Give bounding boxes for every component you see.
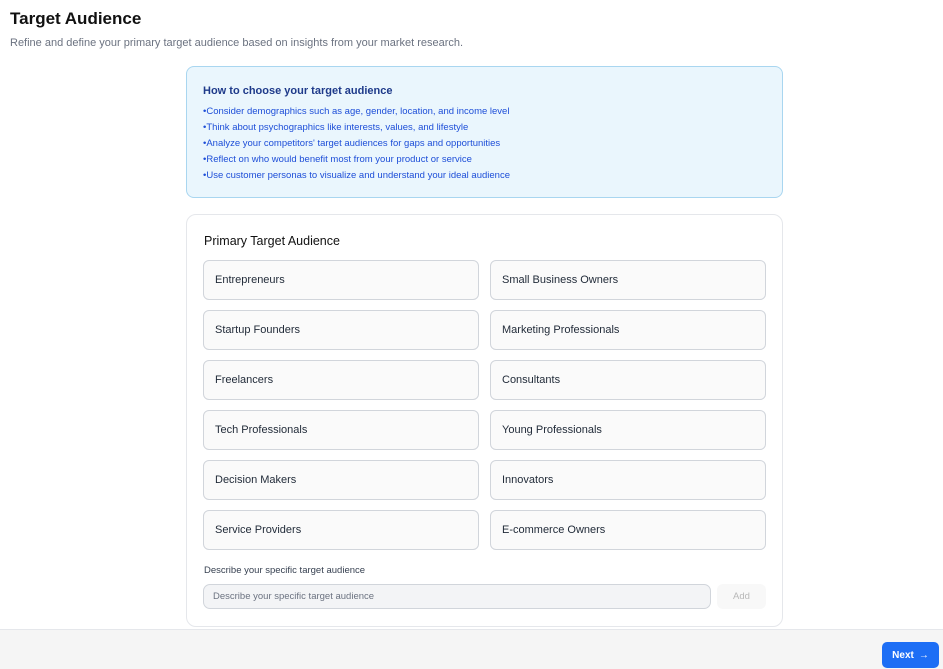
- arrow-right-icon: →: [918, 649, 929, 661]
- audience-option-entrepreneurs[interactable]: Entrepreneurs: [203, 260, 479, 300]
- page-title: Target Audience: [10, 9, 142, 28]
- audience-option-small-business-owners[interactable]: Small Business Owners: [490, 260, 766, 300]
- audience-option-consultants[interactable]: Consultants: [490, 360, 766, 400]
- audience-option-innovators[interactable]: Innovators: [490, 460, 766, 500]
- next-button-label: Next: [892, 649, 914, 661]
- tips-title: How to choose your target audience: [203, 85, 393, 97]
- add-audience-button[interactable]: Add: [717, 584, 766, 609]
- footer-bar: [0, 629, 943, 669]
- tip-item: • Reflect on who would benefit most from your product or service: [203, 152, 766, 168]
- tip-item: • Think about psychographics like interests, values, and lifestyle: [203, 120, 766, 136]
- custom-audience-label: Describe your specific target audience: [204, 565, 366, 576]
- audience-card-title: Primary Target Audience: [204, 234, 340, 248]
- audience-option-freelancers[interactable]: Freelancers: [203, 360, 479, 400]
- audience-option-startup-founders[interactable]: Startup Founders: [203, 310, 479, 350]
- audience-option-service-providers[interactable]: Service Providers: [203, 510, 479, 550]
- tip-item: • Use customer personas to visualize and understand your ideal audience: [203, 168, 766, 184]
- page-header: [10, 9, 463, 50]
- tips-list: [203, 104, 766, 184]
- audience-options-grid: [203, 260, 766, 550]
- audience-option-decision-makers[interactable]: Decision Makers: [203, 460, 479, 500]
- custom-audience-input[interactable]: [203, 584, 711, 609]
- tip-item: • Analyze your competitors' target audiences for gaps and opportunities: [203, 136, 766, 152]
- page-subtitle: Refine and define your primary target audience based on insights from your market research.: [10, 37, 464, 49]
- audience-option-e-commerce-owners[interactable]: E-commerce Owners: [490, 510, 766, 550]
- next-button[interactable]: [882, 642, 939, 668]
- audience-option-tech-professionals[interactable]: Tech Professionals: [203, 410, 479, 450]
- audience-card: [186, 214, 783, 627]
- tips-panel: [186, 66, 783, 198]
- tip-item: • Consider demographics such as age, gender, location, and income level: [203, 104, 766, 120]
- audience-option-young-professionals[interactable]: Young Professionals: [490, 410, 766, 450]
- audience-option-marketing-professionals[interactable]: Marketing Professionals: [490, 310, 766, 350]
